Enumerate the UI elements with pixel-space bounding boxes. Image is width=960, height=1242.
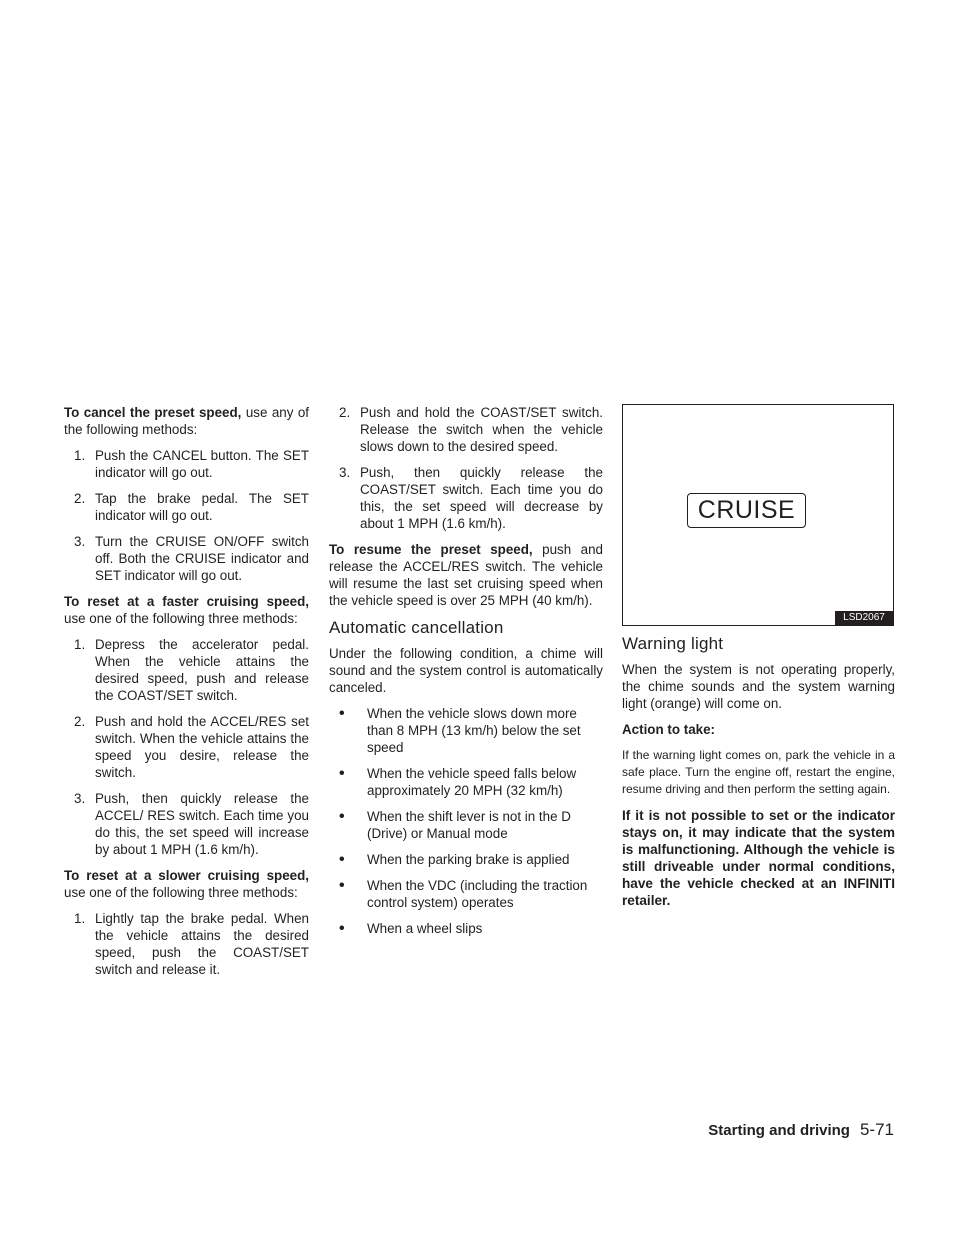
cancel-paragraph (64, 404, 309, 438)
auto-cancellation-intro: Under the following condition, a chime will sound and the system control is automatically canceled. (329, 646, 603, 695)
warning-light-heading: Warning light (622, 634, 724, 653)
list-text: When the shift lever is not in the D (Drive) or Manual mode (367, 809, 571, 841)
bullet-icon: • (339, 877, 345, 894)
list-text: Push the CANCEL button. The SET indicator will go out. (95, 448, 309, 480)
list-item (329, 920, 603, 937)
list-text: When a wheel slips (367, 921, 483, 936)
list-text: Push, then quickly release the ACCEL/ RES switch. Each time you do this, the set speed will increase by about 1 MPH (1.6 km/h). (95, 791, 309, 857)
list-text: Push and hold the COAST/SET switch. Release the switch when the vehicle slows down to the desired speed. (360, 405, 603, 454)
list-item (64, 490, 309, 524)
list-item (329, 464, 603, 532)
section-title: Starting and driving (708, 1122, 850, 1139)
list-text: When the parking brake is applied (367, 852, 570, 867)
list-text: Push, then quickly release the COAST/SET switch. Each time you do this, the set speed will decrease by about 1 MPH (1.6 km/h). (360, 465, 603, 531)
list-text: When the vehicle speed falls below approximately 20 MPH (32 km/h) (367, 766, 577, 798)
list-number: 1. (74, 911, 86, 926)
resume-paragraph (329, 541, 603, 609)
column-right (622, 404, 895, 909)
list-item (64, 790, 309, 858)
list-item (329, 404, 603, 455)
bullet-icon: • (339, 808, 345, 825)
slower-paragraph (64, 867, 309, 901)
faster-list (64, 636, 309, 858)
faster-paragraph (64, 593, 309, 627)
list-item (64, 447, 309, 481)
bullet-icon: • (339, 765, 345, 782)
list-number: 2. (74, 714, 86, 729)
malfunction-warning: If it is not possible to set or the indicator stays on, it may indicate that the system is malfunctioning. Although the vehicle is still driveable under normal conditions, have the vehicle checked at an INFINITI retailer. (622, 808, 895, 908)
bullet-icon: • (339, 705, 345, 722)
list-item (329, 705, 603, 756)
list-text: When the VDC (including the traction control system) operates (367, 878, 588, 910)
warning-light-text: When the system is not operating properly, the chime sounds and the system warning light (orange) will come on. (622, 662, 895, 711)
faster-rest: use one of the following three methods: (64, 611, 298, 626)
list-text: Push and hold the ACCEL/RES set switch. When the vehicle attains the speed you desire, release the switch. (95, 714, 309, 780)
slower-list-continued (329, 404, 603, 532)
action-text: If the warning light comes on, park the vehicle in a safe place. Turn the engine off, restart the engine, resume driving and then perform the setting again. (622, 748, 895, 796)
list-text: Lightly tap the brake pedal. When the vehicle attains the desired speed, push the COAST/SET switch and release it. (95, 911, 309, 977)
cruise-indicator-figure (622, 404, 894, 626)
list-number: 1. (74, 637, 86, 652)
auto-cancellation-list (329, 705, 603, 937)
list-item (64, 713, 309, 781)
list-text: Tap the brake pedal. The SET indicator will go out. (95, 491, 309, 523)
action-heading: Action to take: (622, 722, 715, 737)
slower-lead: To reset at a slower cruising speed, (64, 868, 309, 883)
page-number: 5-71 (859, 1120, 894, 1139)
faster-lead: To reset at a faster cruising speed, (64, 594, 309, 609)
resume-lead: To resume the preset speed, (329, 542, 533, 557)
list-text: Depress the accelerator pedal. When the vehicle attains the desired speed, push and release the COAST/SET switch. (95, 637, 309, 703)
bullet-icon: • (339, 920, 345, 937)
cancel-list (64, 447, 309, 584)
list-item (64, 910, 309, 978)
figure-code: LSD2067 (835, 611, 893, 625)
slower-list (64, 910, 309, 978)
column-middle (329, 404, 603, 946)
list-number: 2. (339, 405, 351, 420)
page-footer (708, 1120, 894, 1140)
list-number: 3. (74, 791, 86, 806)
column-left (64, 404, 309, 987)
auto-cancellation-heading: Automatic cancellation (329, 618, 504, 637)
list-item (329, 877, 603, 911)
cancel-rest: use any of the following methods: (64, 405, 309, 437)
list-text: When the vehicle slows down more than 8 MPH (13 km/h) below the set speed (367, 706, 581, 755)
list-item (329, 765, 603, 799)
cancel-lead: To cancel the preset speed, (64, 405, 242, 420)
list-item (64, 636, 309, 704)
list-text: Turn the CRUISE ON/OFF switch off. Both the CRUISE indicator and SET indicator will go out. (95, 534, 309, 583)
list-item (64, 533, 309, 584)
cruise-indicator-icon: CRUISE (687, 493, 806, 528)
list-number: 2. (74, 491, 86, 506)
slower-rest: use one of the following three methods: (64, 885, 298, 900)
list-item (329, 851, 603, 868)
resume-rest: push and release the ACCEL/RES switch. The vehicle will resume the last set cruising speed when the vehicle speed is over 25 MPH (40 km/h). (329, 542, 603, 608)
bullet-icon: • (339, 851, 345, 868)
list-item (329, 808, 603, 842)
list-number: 3. (339, 465, 351, 480)
list-number: 1. (74, 448, 86, 463)
list-number: 3. (74, 534, 86, 549)
